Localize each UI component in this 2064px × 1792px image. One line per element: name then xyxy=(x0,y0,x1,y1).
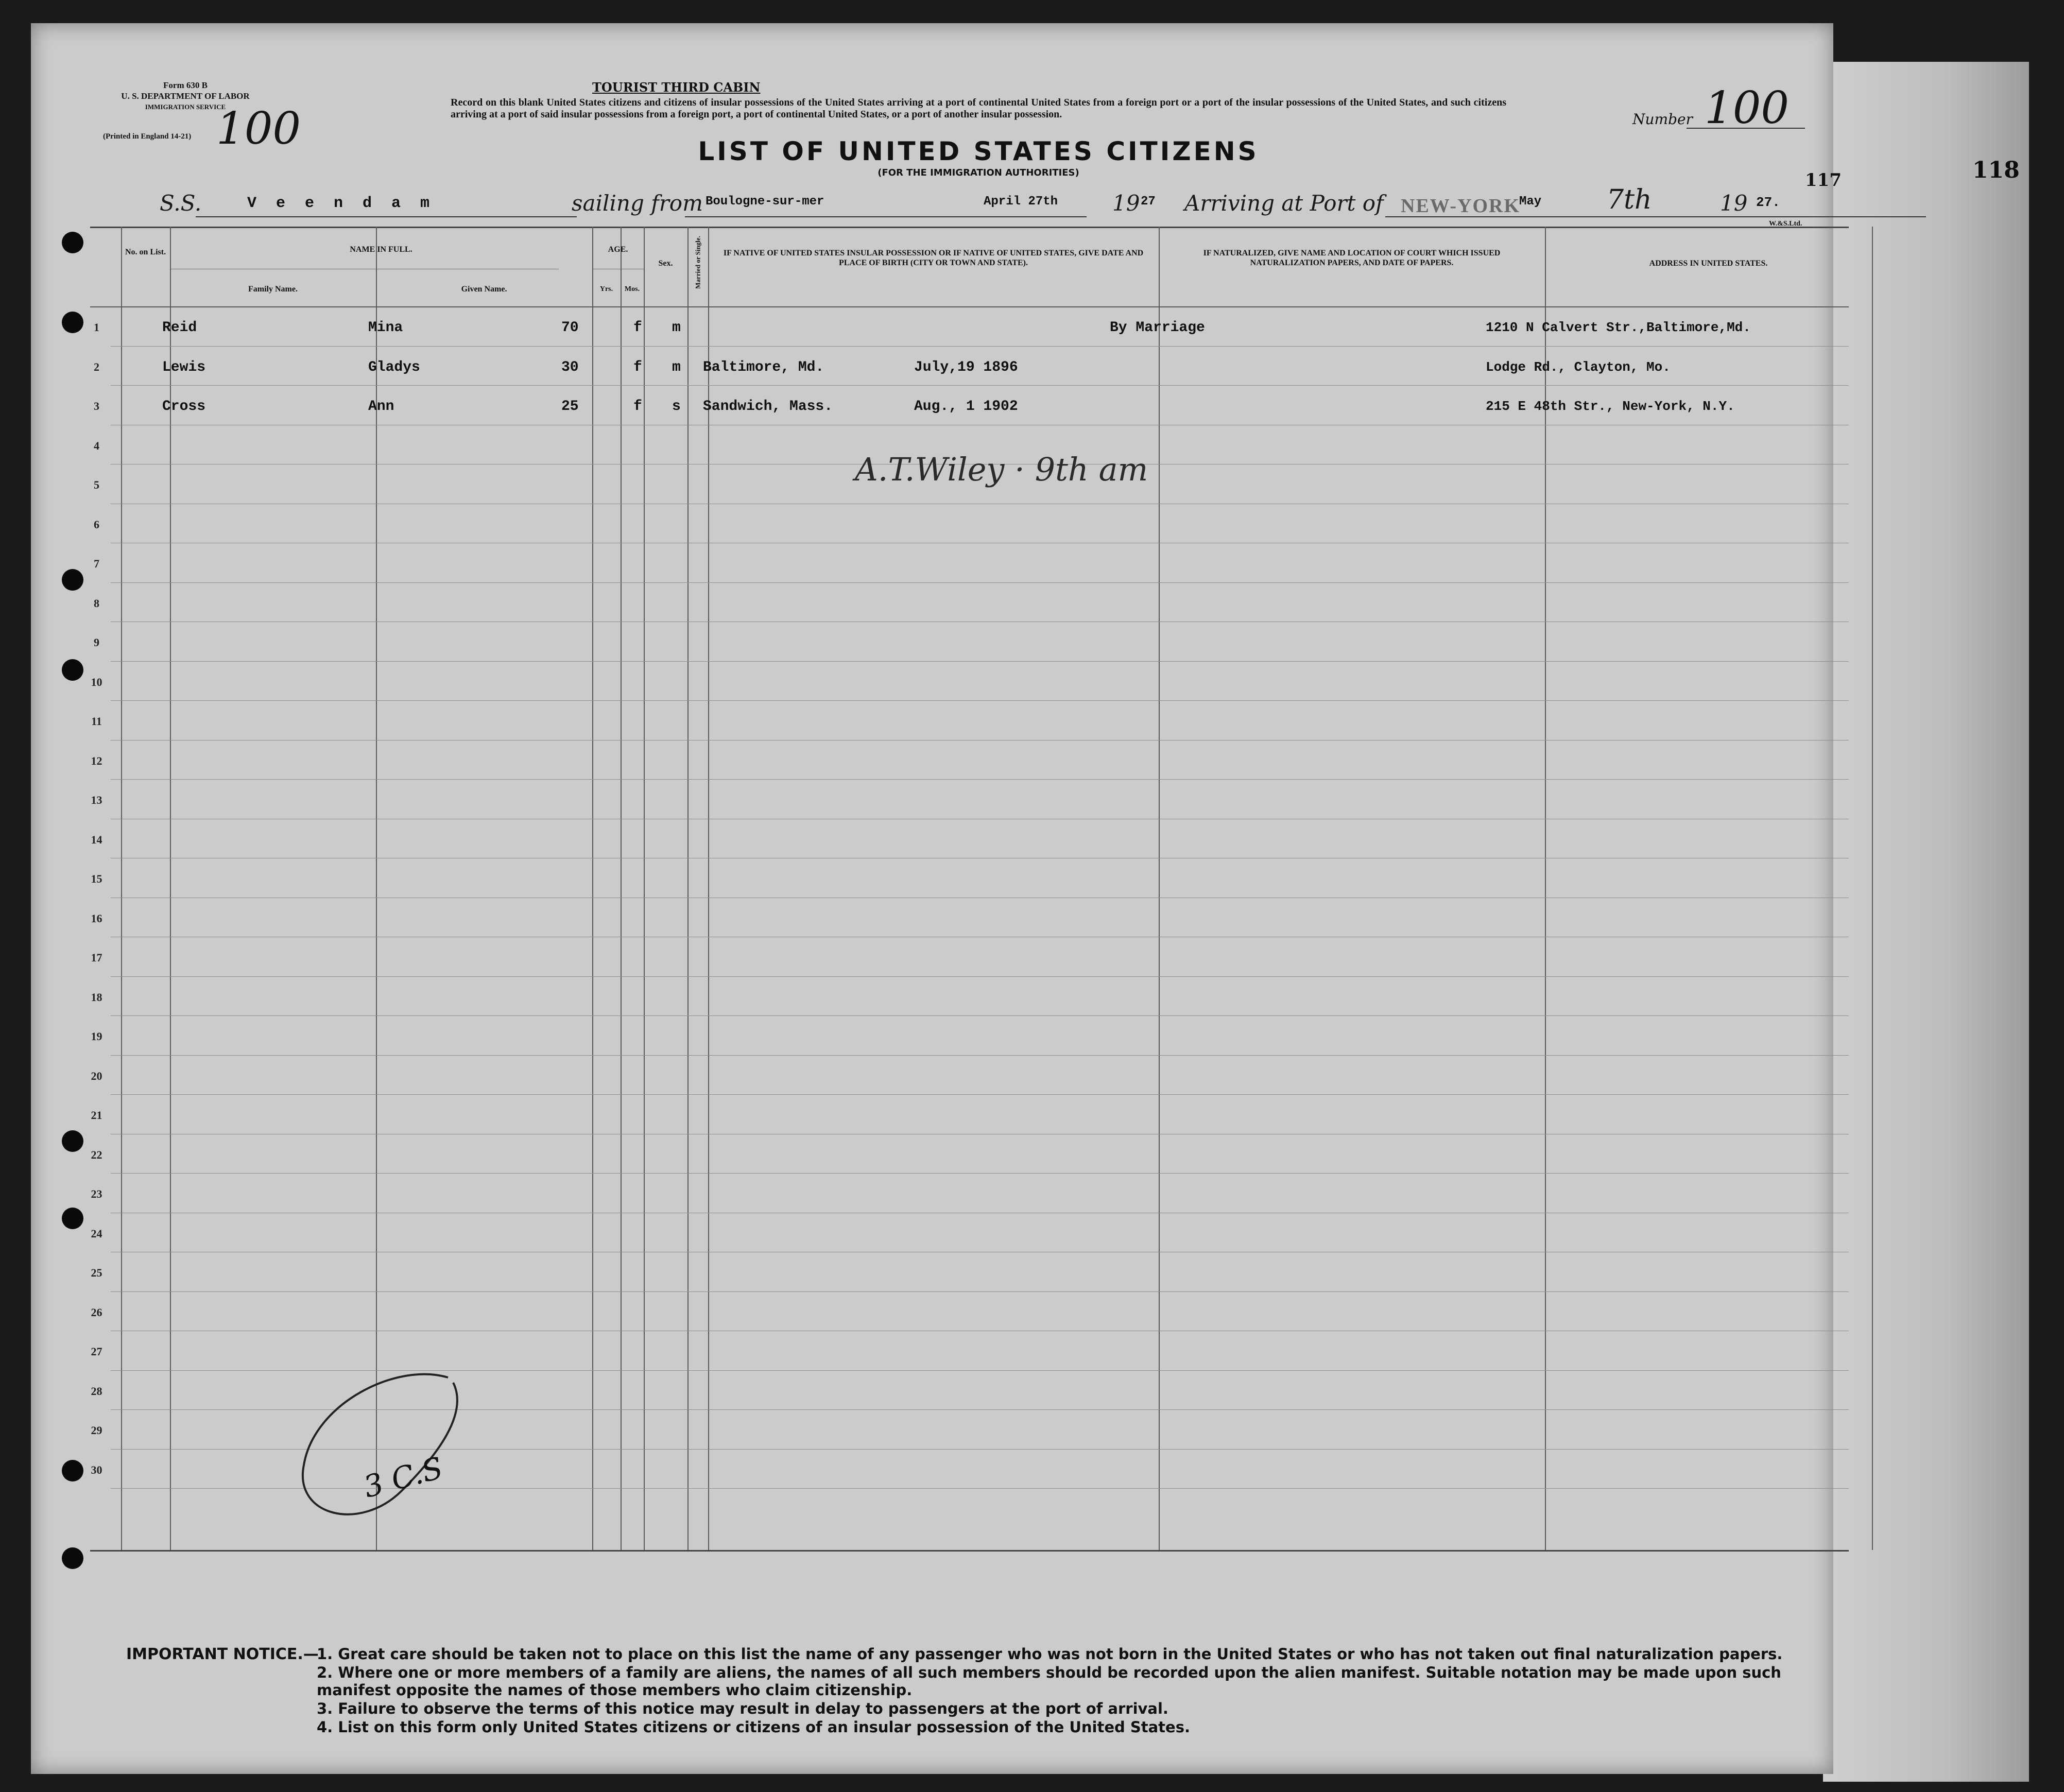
row-number: 10 xyxy=(91,675,102,688)
page-number-118: 118 xyxy=(1972,157,2020,183)
family-name-cell: Reid xyxy=(162,320,197,336)
row-number: 8 xyxy=(94,596,99,610)
family-name-cell: Lewis xyxy=(162,359,206,375)
header-birth: IF NATIVE OF UNITED STATES INSULAR POSSESSION OR IF NATIVE OF UNITED STATES, GIVE DATE AND PLACE OF BIRTH (CITY OR TOWN AND STATE). xyxy=(723,249,1144,267)
sex-cell: f xyxy=(633,359,642,375)
birth-date-cell: July,19 1896 xyxy=(914,359,1018,375)
age-cell: 30 xyxy=(561,359,579,375)
row-rule xyxy=(111,385,1849,386)
row-rule xyxy=(111,1055,1849,1056)
page-subtitle: (FOR THE IMMIGRATION AUTHORITIES) xyxy=(878,167,1079,178)
handwritten-number: 100 xyxy=(216,103,301,154)
birth-place-cell: Sandwich, Mass. xyxy=(703,399,833,415)
row-number: 26 xyxy=(91,1305,102,1319)
row-number: 9 xyxy=(94,636,99,649)
header-sex: Sex. xyxy=(658,259,673,268)
row-number: 22 xyxy=(91,1148,102,1161)
col-rule xyxy=(121,227,122,1550)
col-rule xyxy=(687,227,689,1550)
circled-note: 3 C.S xyxy=(359,1450,446,1505)
row-number: 4 xyxy=(94,439,99,452)
age-cell: 70 xyxy=(561,320,579,336)
arrival-day: 7th xyxy=(1607,184,1652,215)
row-number: 3 xyxy=(94,400,99,412)
naturalized-cell: By Marriage xyxy=(1110,320,1205,336)
address-cell: 1210 N Calvert Str.,Baltimore,Md. xyxy=(1486,320,1751,335)
address-cell: Lodge Rd., Clayton, Mo. xyxy=(1486,359,1671,375)
col-rule xyxy=(1159,227,1160,1550)
table-top-rule xyxy=(90,227,1849,228)
status-cell: s xyxy=(672,399,681,415)
binder-hole xyxy=(62,1547,83,1569)
header-age: AGE. xyxy=(608,245,628,254)
row-rule xyxy=(111,779,1849,780)
ss-label: S.S. xyxy=(160,191,202,216)
given-name-cell: Gladys xyxy=(368,359,420,375)
given-name-cell: Mina xyxy=(368,320,403,336)
row-number: 15 xyxy=(91,872,102,885)
row-number: 29 xyxy=(91,1424,102,1437)
notice-item: 2. Where one or more members of a family are aliens, the names of all such members should be recorded upon the alien manifest. Suitable notation may be made upon such manifest opposite the names of those members who claim citizenship. xyxy=(317,1664,1781,1699)
col-rule xyxy=(1545,227,1546,1550)
department-name: U. S. DEPARTMENT OF LABOR xyxy=(121,91,250,101)
header-family-name: Family Name. xyxy=(248,285,298,294)
row-number: 5 xyxy=(94,478,99,491)
row-number: 24 xyxy=(91,1227,102,1240)
notice-item: 1. Great care should be taken not to place on this list the name of any passenger who was not born in the United States or who has not taken out final naturalization papers. xyxy=(317,1645,1783,1663)
printer-mark: W.&S.Ltd. xyxy=(1769,220,1802,228)
arriving-label: Arriving at Port of xyxy=(1184,191,1384,216)
row-rule xyxy=(111,700,1849,701)
passenger-table xyxy=(90,227,1849,1550)
row-rule xyxy=(111,1291,1849,1292)
col-rule xyxy=(1872,227,1873,1550)
back-page xyxy=(1823,62,2029,1782)
col-rule xyxy=(376,227,377,1550)
page-number-117: 117 xyxy=(1805,170,1842,191)
col-rule xyxy=(644,227,645,1550)
row-number: 12 xyxy=(91,754,102,767)
printed-note: (Printed in England 14-21) xyxy=(103,132,192,141)
row-number: 21 xyxy=(91,1109,102,1122)
arrival-year-prefix: 19 xyxy=(1720,191,1748,216)
ship-name: V e e n d a m xyxy=(247,195,435,212)
row-rule xyxy=(111,1094,1849,1095)
status-cell: m xyxy=(672,359,681,375)
row-number: 27 xyxy=(91,1345,102,1358)
header-naturalized: IF NATURALIZED, GIVE NAME AND LOCATION OF COURT WHICH ISSUED NATURALIZATION PAPERS, AND DATE OF PAPERS. xyxy=(1203,249,1501,267)
row-number: 6 xyxy=(94,518,99,531)
page-title: LIST OF UNITED STATES CITIZENS xyxy=(698,136,1259,166)
notice-item: 4. List on this form only United States citizens or citizens of an insular possession of the United States. xyxy=(317,1718,1190,1736)
header-no: No. on List. xyxy=(125,248,166,256)
row-rule xyxy=(111,1173,1849,1174)
cabin-class: TOURIST THIRD CABIN xyxy=(592,80,761,95)
row-number: 2 xyxy=(94,360,99,373)
header-married: Married or Single. xyxy=(694,236,702,289)
inspector-signature: A.T.Wiley · 9th am xyxy=(855,451,1148,488)
row-number: 13 xyxy=(91,794,102,806)
row-rule xyxy=(111,1015,1849,1016)
port-to: NEW-YORK xyxy=(1401,195,1521,217)
ship-underline xyxy=(196,216,577,217)
row-number: 20 xyxy=(91,1069,102,1082)
row-number: 7 xyxy=(94,557,99,570)
row-number: 17 xyxy=(91,951,102,964)
header-address: ADDRESS IN UNITED STATES. xyxy=(1649,259,1768,268)
service-name: IMMIGRATION SERVICE xyxy=(145,103,226,111)
col-rule xyxy=(708,227,709,1550)
row-number: 1 xyxy=(94,321,99,334)
sailing-label: sailing from xyxy=(572,191,703,216)
notice-title: IMPORTANT NOTICE.— xyxy=(126,1645,319,1663)
form-instructions: Record on this blank United States citizens and citizens of insular possessions of the United States arriving at a port of continental United States from a foreign port or a port of the insular possessions of the United States, and such citizens arriving at a port of said insular possessions from a foreign port, a port of continental United States, or a port of another insular possession. xyxy=(451,97,1506,120)
depart-date: April 27th xyxy=(984,195,1058,209)
row-rule xyxy=(111,582,1849,583)
birth-date-cell: Aug., 1 1902 xyxy=(914,399,1018,415)
address-cell: 215 E 48th Str., New-York, N.Y. xyxy=(1486,399,1735,414)
col-rule xyxy=(592,227,593,1550)
row-number: 14 xyxy=(91,833,102,846)
given-name-cell: Ann xyxy=(368,399,394,415)
sex-cell: f xyxy=(633,399,642,415)
row-number: 25 xyxy=(91,1266,102,1279)
notice-item: 3. Failure to observe the terms of this notice may result in delay to passengers at the port of arrival. xyxy=(317,1700,1168,1717)
row-number: 19 xyxy=(91,1030,102,1043)
arrival-year: 27. xyxy=(1756,195,1780,210)
form-number: Form 630 B xyxy=(163,80,208,90)
header-yrs: Yrs. xyxy=(599,285,613,293)
row-number: 30 xyxy=(91,1463,102,1476)
manifest-sheet xyxy=(31,23,1842,1774)
family-name-cell: Cross xyxy=(162,399,206,415)
from-underline xyxy=(685,216,1087,217)
binder-hole xyxy=(62,1208,83,1229)
sex-cell: f xyxy=(633,320,642,336)
depart-year: 27 xyxy=(1141,195,1156,209)
header-bottom-rule xyxy=(90,306,1849,307)
header-given-name: Given Name. xyxy=(461,285,507,294)
row-number: 23 xyxy=(91,1187,102,1200)
binder-hole xyxy=(62,232,83,253)
number-label: Number xyxy=(1632,111,1693,128)
year-prefix: 19 xyxy=(1112,191,1140,216)
header-name-in-full: NAME IN FULL. xyxy=(350,245,412,254)
row-rule xyxy=(111,976,1849,977)
row-rule xyxy=(111,346,1849,347)
row-rule xyxy=(111,661,1849,662)
circled-annotation xyxy=(283,1362,500,1547)
row-number: 28 xyxy=(91,1384,102,1398)
status-cell: m xyxy=(672,320,681,336)
row-number: 18 xyxy=(91,990,102,1004)
voyage-line xyxy=(160,184,1818,222)
age-cell: 25 xyxy=(561,399,579,415)
row-number: 11 xyxy=(91,715,102,728)
header-mos: Mos. xyxy=(624,285,640,293)
arrival-month: May xyxy=(1519,195,1542,209)
table-bottom-rule xyxy=(90,1550,1849,1552)
port-from: Boulogne-sur-mer xyxy=(706,195,824,209)
row-number: 16 xyxy=(91,911,102,925)
col-rule xyxy=(170,227,171,1550)
list-number: 100 xyxy=(1705,82,1790,134)
col-rule xyxy=(621,227,622,1550)
binder-hole xyxy=(62,569,83,591)
birth-place-cell: Baltimore, Md. xyxy=(703,359,824,375)
